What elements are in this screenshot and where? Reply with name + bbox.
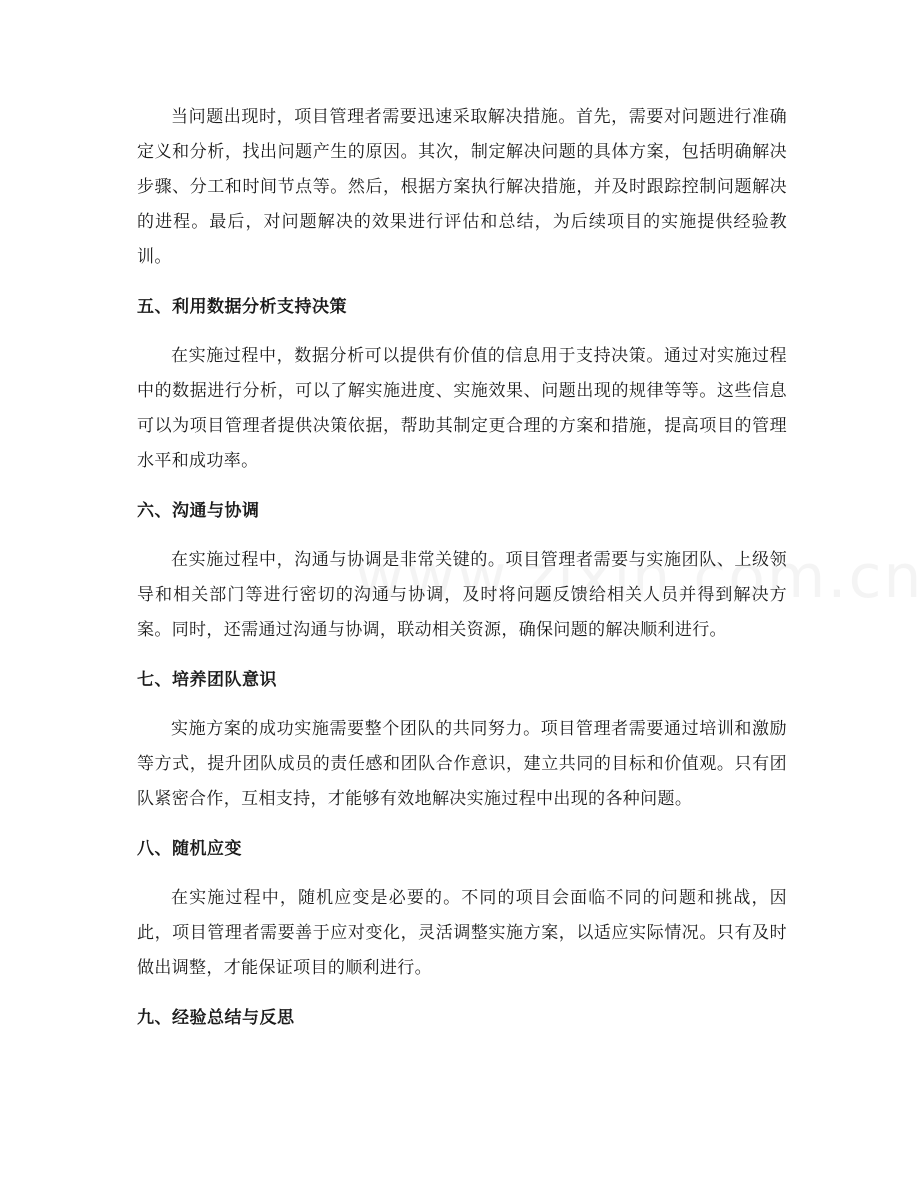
paragraph-section-7: 实施方案的成功实施需要整个团队的共同努力。项目管理者需要通过培训和激励等方式，提升团队成员的责任感和团队合作意识，建立共同的目标和价值观。只有团队紧密合作，互相支持，才能够有效地解决实施过程中出现的各种问题。 bbox=[137, 719, 787, 809]
section-heading-8: 八、随机应变 bbox=[137, 839, 242, 859]
section-heading-7: 七、培养团队意识 bbox=[137, 670, 277, 690]
section-heading-9: 九、经验总结与反思 bbox=[137, 1008, 295, 1028]
paragraph-problem-solving: 当问题出现时，项目管理者需要迅速采取解决措施。首先，需要对问题进行准确定义和分析，找出问题产生的原因。其次，制定解决问题的具体方案，包括明确解决步骤、分工和时间节点等。然后，根据方案执行解决措施，并及时跟踪控制问题解决的进程。最后，对问题解决的效果进行评估和总结，为后续项目的实施提供经验教训。 bbox=[137, 107, 787, 267]
paragraph-section-5: 在实施过程中，数据分析可以提供有价值的信息用于支持决策。通过对实施过程中的数据进行分析，可以了解实施进度、实施效果、问题出现的规律等等。这些信息可以为项目管理者提供决策依据，帮助其制定更合理的方案和措施，提高项目的管理水平和成功率。 bbox=[137, 346, 787, 471]
section-heading-6: 六、沟通与协调 bbox=[137, 501, 260, 521]
paragraph-section-8: 在实施过程中，随机应变是必要的。不同的项目会面临不同的问题和挑战，因此，项目管理者需要善于应对变化，灵活调整实施方案，以适应实际情况。只有及时做出调整，才能保证项目的顺利进行。 bbox=[137, 888, 787, 978]
paragraph-section-6: 在实施过程中，沟通与协调是非常关键的。项目管理者需要与实施团队、上级领导和相关部门等进行密切的沟通与协调，及时将问题反馈给相关人员并得到解决方案。同时，还需通过沟通与协调，联动相关资源，确保问题的解决顺利进行。 bbox=[137, 550, 787, 640]
section-heading-5: 五、利用数据分析支持决策 bbox=[137, 297, 347, 317]
document-body bbox=[137, 100, 787, 1050]
